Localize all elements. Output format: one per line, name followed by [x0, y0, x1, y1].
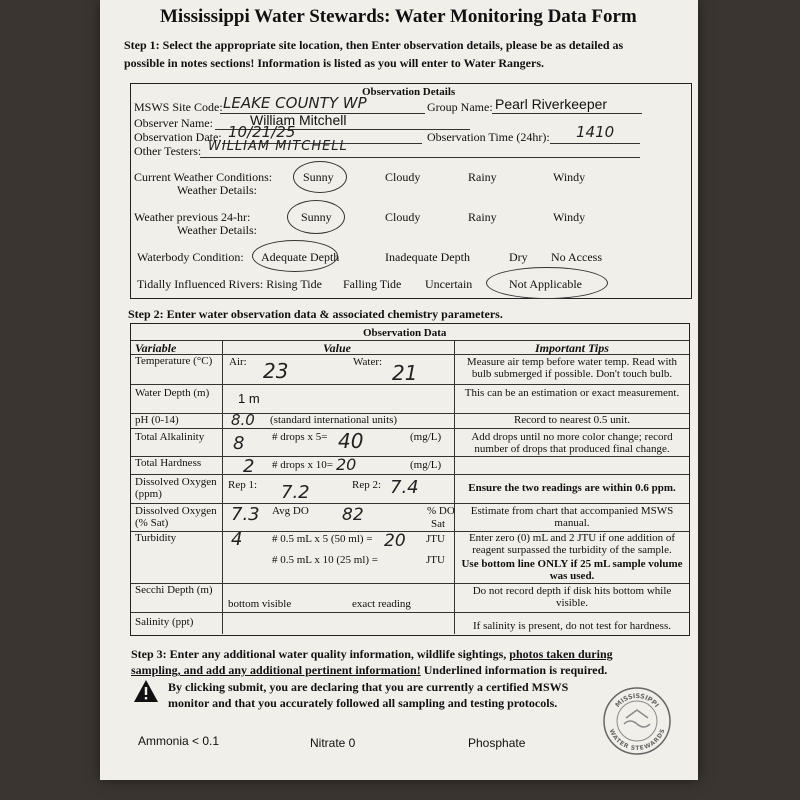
- table-rule: [454, 340, 455, 634]
- avg-do-label: Avg DO: [272, 505, 309, 517]
- dissolved-oxygen-sat-label: Dissolved Oxygen (% Sat): [135, 505, 217, 529]
- alkalinity-result[interactable]: 40: [338, 429, 364, 453]
- alkalinity-tip: Add drops until no more color change; record number of drops that produced final change.: [471, 431, 673, 455]
- rep1-label: Rep 1:: [228, 479, 258, 491]
- step3-part2: photos taken during sampling, and add any additional pertinent information!: [131, 647, 613, 677]
- form-title: Mississippi Water Stewards: Water Monitoring Data Form: [160, 6, 637, 27]
- avg-do-value[interactable]: 82: [342, 505, 364, 525]
- site-code-value[interactable]: LEAKE COUNTY WP: [223, 94, 367, 112]
- ph-value[interactable]: 8.0: [231, 411, 255, 429]
- observation-date-label: Observation Date:: [134, 130, 222, 144]
- rep1-value[interactable]: 7.2: [281, 482, 310, 503]
- pct-do-label: % DO: [427, 505, 455, 517]
- step3-part3: Underlined information is required.: [420, 663, 608, 677]
- do-sat-value[interactable]: 7.3: [231, 504, 260, 525]
- ph-units: (standard international units): [270, 414, 398, 426]
- dissolved-oxygen-ppm-label: Dissolved Oxygen (ppm): [135, 476, 217, 500]
- tidal-option-not-applicable[interactable]: Not Applicable: [509, 277, 582, 291]
- selected-circle: [293, 161, 347, 193]
- weather-prev-option-windy[interactable]: Windy: [553, 210, 586, 224]
- hardness-result[interactable]: 20: [336, 455, 357, 474]
- weather-details-label: Weather Details:: [177, 183, 257, 197]
- observation-data-header: Observation Data: [363, 327, 447, 339]
- water-temp-value[interactable]: 21: [392, 361, 418, 385]
- turbidity-tip: Enter zero (0) mL and 2 JTU if one addition of reagent surpassed the turbidity of the sample.: [468, 532, 676, 556]
- msws-seal-logo: [602, 686, 672, 761]
- waterbody-option-no-access[interactable]: No Access: [551, 250, 602, 264]
- weather-option-rainy[interactable]: Rainy: [468, 170, 497, 184]
- rep2-value[interactable]: 7.4: [390, 477, 419, 498]
- warning-icon: [133, 679, 159, 708]
- other-testers-line: [200, 157, 640, 158]
- weather-details-label-2: Weather Details:: [177, 223, 257, 237]
- rep2-label: Rep 2:: [352, 479, 382, 491]
- observer-name-value[interactable]: William Mitchell: [250, 112, 347, 128]
- selected-circle: [486, 267, 608, 299]
- turbidity-formula-50ml: # 0.5 mL x 5 (50 ml) =: [272, 533, 373, 545]
- weather-option-cloudy[interactable]: Cloudy: [385, 170, 421, 184]
- weather-previous-label: Weather previous 24-hr:: [134, 210, 251, 224]
- observation-time-value[interactable]: 1410: [576, 123, 615, 141]
- seal-bottom-text: WATER STEWARDS: [607, 728, 667, 753]
- jtu-label-1: JTU: [426, 533, 445, 545]
- temperature-tip: Measure air temp before water temp. Read with bulb submerged if possible. Don't touch bulb.: [466, 356, 678, 380]
- alkalinity-units: (mg/L): [410, 431, 442, 443]
- jtu-label-2: JTU: [426, 554, 445, 566]
- waterbody-condition-label: Waterbody Condition:: [137, 250, 244, 264]
- declaration-line2: monitor and that you accurately followed all sampling and testing protocols.: [168, 696, 558, 710]
- current-weather-label: Current Weather Conditions:: [134, 170, 273, 184]
- col-value: Value: [323, 341, 352, 355]
- site-code-label: MSWS Site Code:: [134, 100, 223, 114]
- ph-tip: Record to nearest 0.5 unit.: [513, 414, 631, 426]
- table-rule: [222, 340, 223, 634]
- step2-heading: Step 2: Enter water observation data & associated chemistry parameters.: [128, 307, 503, 321]
- exact-reading-option[interactable]: exact reading: [352, 598, 411, 610]
- do-sat-tip: Estimate from chart that accompanied MSWS manual.: [470, 505, 674, 529]
- secchi-depth-label: Secchi Depth (m): [135, 584, 213, 596]
- air-label: Air:: [229, 356, 247, 368]
- secchi-tip: Do not record depth if disk hits bottom while visible.: [472, 585, 672, 609]
- water-label: Water:: [353, 356, 383, 368]
- observation-time-line: [550, 143, 640, 144]
- tidal-option-falling[interactable]: Falling Tide: [343, 277, 402, 291]
- salinity-tip: If salinity is present, do not test for hardness.: [473, 620, 671, 632]
- step3-part1: Step 3: Enter any additional water quality information, wildlife sightings,: [131, 647, 510, 661]
- step3-text: [131, 646, 641, 678]
- dissolved-oxygen-tip: Ensure the two readings are within 0.6 ppm.: [468, 482, 676, 494]
- sat-label: Sat: [431, 518, 446, 530]
- other-testers-value[interactable]: WILLIAM MITCHELL: [208, 139, 348, 154]
- waterbody-option-inadequate[interactable]: Inadequate Depth: [385, 250, 470, 264]
- weather-prev-option-cloudy[interactable]: Cloudy: [385, 210, 421, 224]
- data-form-sheet: [100, 0, 698, 780]
- weather-prev-option-sunny[interactable]: Sunny: [301, 210, 332, 224]
- water-depth-tip: This can be an estimation or exact measurement.: [464, 387, 680, 399]
- temperature-label: Temperature (°C): [135, 355, 213, 367]
- group-name-line: [492, 113, 642, 114]
- waterbody-option-adequate[interactable]: Adequate Depth: [261, 250, 340, 264]
- turbidity-value[interactable]: 4: [231, 529, 243, 550]
- table-rule: [131, 612, 689, 613]
- seal-top-text: MISSISSIPPI: [613, 691, 661, 710]
- col-variable: Variable: [135, 341, 177, 355]
- observation-time-label: Observation Time (24hr):: [427, 130, 550, 144]
- turbidity-formula-25ml: # 0.5 mL x 10 (25 ml) =: [272, 554, 379, 566]
- table-rule: [131, 428, 689, 429]
- table-rule: [131, 474, 689, 475]
- bottom-visible-option[interactable]: bottom visible: [228, 598, 292, 610]
- svg-text:WATER STEWARDS: [607, 728, 666, 752]
- phosphate-label[interactable]: Phosphate: [468, 736, 526, 750]
- weather-option-windy[interactable]: Windy: [553, 170, 586, 184]
- hardness-units: (mg/L): [410, 459, 442, 471]
- alkalinity-drops[interactable]: 8: [233, 433, 245, 454]
- ammonia-value[interactable]: Ammonia < 0.1: [138, 734, 220, 748]
- group-name-label: Group Name:: [427, 100, 493, 114]
- water-depth-value[interactable]: 1 m: [238, 391, 260, 406]
- waterbody-option-dry[interactable]: Dry: [509, 250, 528, 264]
- turbidity-tip-bold: Use bottom line ONLY if 25 mL sample volume was used.: [461, 558, 683, 582]
- step1-line1: Step 1: Select the appropriate site location, then Enter observation details, please be as detailed as: [124, 38, 624, 52]
- observation-date-value[interactable]: 10/21/25: [228, 123, 296, 141]
- svg-text:MISSISSIPPI: [614, 692, 661, 709]
- hardness-label: Total Hardness: [135, 457, 202, 469]
- table-rule: [131, 456, 689, 457]
- declaration-line1: By clicking submit, you are declaring that you are currently a certified MSWS: [168, 680, 569, 694]
- group-name-value[interactable]: Pearl Riverkeeper: [495, 96, 608, 112]
- turbidity-label: Turbidity: [135, 532, 177, 544]
- air-temp-value[interactable]: 23: [263, 359, 289, 383]
- hardness-drops[interactable]: 2: [243, 456, 255, 477]
- selected-circle: [252, 240, 338, 272]
- alkalinity-formula: # drops x 5=: [272, 431, 328, 443]
- table-rule: [131, 503, 689, 504]
- turbidity-result[interactable]: 20: [384, 531, 406, 551]
- hardness-formula: # drops x 10=: [272, 459, 333, 471]
- other-testers-label: Other Testers:: [134, 144, 202, 158]
- selected-circle: [287, 200, 345, 234]
- ph-label: pH (0-14): [135, 414, 179, 426]
- weather-prev-option-rainy[interactable]: Rainy: [468, 210, 497, 224]
- salinity-label: Salinity (ppt): [135, 616, 194, 628]
- alkalinity-label: Total Alkalinity: [135, 431, 205, 443]
- tidal-option-uncertain[interactable]: Uncertain: [425, 277, 473, 291]
- col-tips: Important Tips: [535, 341, 609, 355]
- nitrate-value[interactable]: Nitrate 0: [310, 736, 356, 750]
- observation-details-header: Observation Details: [362, 86, 456, 98]
- tidal-label[interactable]: Tidally Influenced Rivers: Rising Tide: [137, 277, 322, 291]
- weather-option-sunny[interactable]: Sunny: [303, 170, 334, 184]
- water-depth-label: Water Depth (m): [135, 387, 210, 399]
- observer-name-label: Observer Name:: [134, 116, 213, 130]
- step1-line2: possible in notes sections! Information is listed as you will enter to Water Rangers.: [124, 56, 545, 70]
